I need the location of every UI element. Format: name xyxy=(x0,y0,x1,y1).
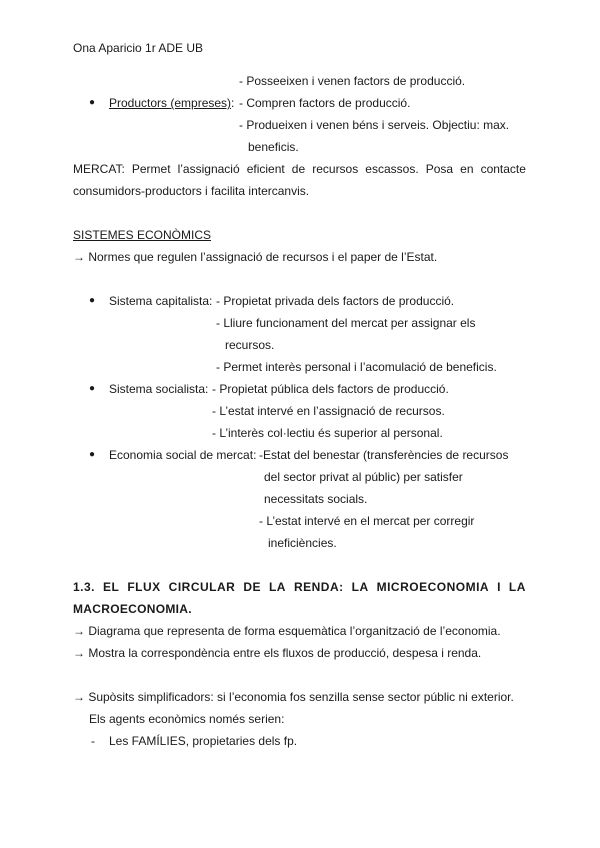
section-title-word: LA xyxy=(268,580,286,594)
bullet-icon: ● xyxy=(89,97,96,108)
section-title-word: EL xyxy=(103,580,120,594)
social-market-item: necessitats socials. xyxy=(264,492,368,506)
section-title-word: RENDA: xyxy=(293,580,344,594)
market-word: Permet xyxy=(131,162,171,176)
section-title-word: CIRCULAR xyxy=(168,580,236,594)
socialist-item: - L’estat intervé en l’assignació de recursos. xyxy=(212,404,445,418)
socialist-item: - L’interès col·lectiu és superior al personal. xyxy=(212,426,443,440)
socialist-label: Sistema socialista: xyxy=(109,382,209,396)
market-word: MERCAT: xyxy=(73,162,125,176)
producers-line-2: - Produeixen i venen béns i serveis. Objectiu: max. xyxy=(239,118,510,132)
socialist-item: - Propietat pública dels factors de producció. xyxy=(212,382,449,396)
social-market-item: ineficiències. xyxy=(268,536,337,550)
agents-intro: Els agents econòmics només serien: xyxy=(89,712,285,726)
section-title-line-1 xyxy=(73,580,526,594)
section-title-word: DE xyxy=(243,580,261,594)
systems-heading: SISTEMES ECONÒMICS xyxy=(73,228,212,242)
social-market-item: -Estat del benestar (transferències de recursos xyxy=(259,448,509,462)
systems-intro: → Normes que regulen l’assignació de recursos i el paper de l’Estat. xyxy=(73,250,438,264)
market-line-1 xyxy=(73,162,526,176)
social-market-item: - L’estat intervé en el mercat per corregir xyxy=(259,514,475,528)
section-title-word: 1.3. xyxy=(73,580,96,594)
producers-heading xyxy=(109,96,234,110)
market-word: en xyxy=(460,162,474,176)
bullet-icon: ● xyxy=(89,383,96,394)
families-continuation: - Posseeixen i venen factors de producció. xyxy=(239,74,466,88)
section-title-word: MICROECONOMIA xyxy=(376,580,490,594)
families-line: Les FAMÍLIES, propietaries dels fp. xyxy=(109,734,298,748)
bullet-icon: ● xyxy=(89,449,96,460)
section-title-word: LA xyxy=(351,580,369,594)
producers-colon: : xyxy=(231,96,235,110)
section-title-word: LA xyxy=(508,580,526,594)
producers-line-3: beneficis. xyxy=(248,140,299,154)
market-line-2: consumidors-productors i facilita intercanvis. xyxy=(73,184,310,198)
producers-label: Productors (empreses) xyxy=(109,96,232,110)
market-word: Posa xyxy=(425,162,454,176)
market-word: escassos. xyxy=(365,162,419,176)
section-title-word: I xyxy=(497,580,501,594)
social-market-label: Economia social de mercat: xyxy=(109,448,257,462)
section-title-line-2: MACROECONOMIA. xyxy=(73,602,192,616)
capitalist-item: - Permet interès personal i l’acomulació de beneficis. xyxy=(216,360,497,374)
assumptions-line: → Supòsits simplificadors: si l’economia fos senzilla sense sector públic ni exterior. xyxy=(73,690,514,704)
social-market-item: del sector privat al públic) per satisfer xyxy=(264,470,463,484)
market-word: de xyxy=(291,162,306,176)
capitalist-label: Sistema capitalista: xyxy=(109,294,213,308)
section-point: → Diagrama que representa de forma esquemàtica l’organització de l’economia. xyxy=(73,624,501,638)
market-word: recursos xyxy=(312,162,359,176)
market-word: l’assignació xyxy=(177,162,240,176)
header-author: Ona Aparicio 1r ADE UB xyxy=(73,41,204,55)
section-point: → Mostra la correspondència entre els fluxos de producció, despesa i renda. xyxy=(73,646,482,660)
producers-line-1: - Compren factors de producció. xyxy=(239,96,411,110)
market-word: eficient xyxy=(246,162,285,176)
capitalist-item: recursos. xyxy=(225,338,275,352)
dash-bullet: - xyxy=(91,734,95,748)
bullet-icon: ● xyxy=(89,295,96,306)
capitalist-item: - Lliure funcionament del mercat per assignar els xyxy=(216,316,476,330)
market-word: contacte xyxy=(480,162,526,176)
section-title-word: FLUX xyxy=(127,580,161,594)
capitalist-item: - Propietat privada dels factors de producció. xyxy=(216,294,455,308)
